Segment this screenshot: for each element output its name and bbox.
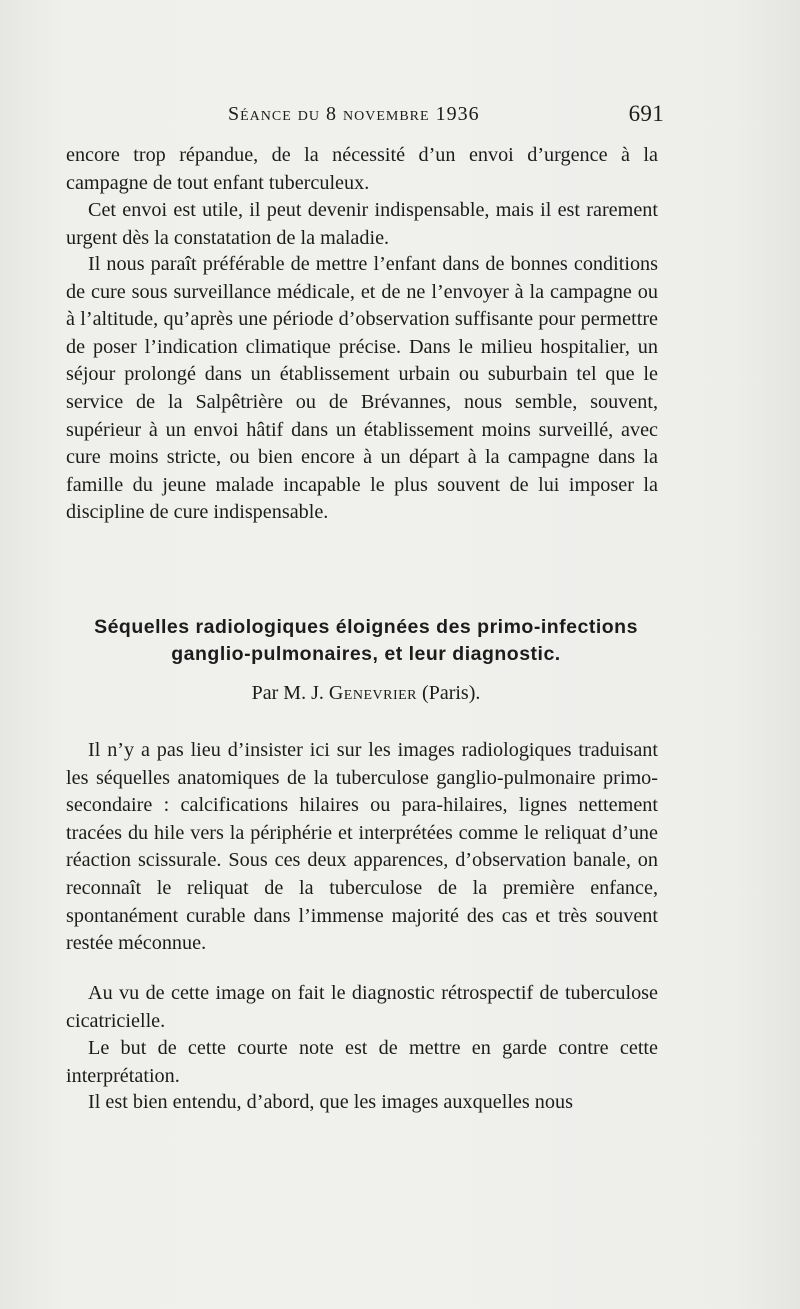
paragraph: Il nous paraît préférable de mettre l’enfant dans de bonnes conditions de cure sous surveillance médicale, et de ne l’envoyer à la campagne ou à l’altitude, qu’après une période d’observation suffisante pour permettre de poser l’indication climatique précise. Dans le milieu hospitalier, un séjour prolongé dans un établissement urbain ou suburbain tel que le service de la Salpêtrière ou de Brévannes, nous semble, souvent, supérieur à un envoi hâtif dans un établissement moins surveillé, avec cure moins stricte, ou bien encore à un départ à la campagne dans la famille du jeune malade incapable le plus souvent de lui imposer la discipline de cure indispensable.	[66, 253, 658, 524]
article-title: Séquelles radiologiques éloignées des primo-infections ganglio-pulmonaires, et leur diagnostic.	[94, 616, 638, 665]
paragraph: encore trop répandue, de la nécessité d’un envoi d’urgence à la campagne de tout enfant tuberculeux.	[66, 144, 658, 194]
page-number: 691	[628, 101, 664, 126]
article-byline	[66, 682, 666, 705]
author-city: (Paris).	[422, 682, 481, 704]
byline-prefix: Par M. J.	[251, 682, 324, 704]
paragraph: Il n’y a pas lieu d’insister ici sur les images radiologiques traduisant les séquelles anatomiques de la tuberculose ganglio-pulmonaire primo-secondaire : calcifications hilaires ou para-hilaires, lignes nettement tracées du hile vers la périphérie et interprétées comme le reliquat d’une réaction scissurale. Sous ces deux apparences, d’observation banale, on reconnaît le reliquat de la tuberculose de la première enfance, spontanément curable dans l’immense majorité des cas et très souvent restée méconnue.	[66, 739, 658, 955]
paragraph: Cet envoi est utile, il peut devenir indispensable, mais il est rarement urgent dès la constatation de la maladie.	[66, 199, 658, 249]
running-header	[228, 101, 668, 133]
paragraph: Le but de cette courte note est de mettre en garde contre cette interprétation.	[66, 1037, 658, 1087]
paragraph: Au vu de cette image on fait le diagnostic rétrospectif de tuberculose cicatricielle.	[66, 982, 658, 1032]
paragraph: Il est bien entendu, d’abord, que les images auxquelles nous	[88, 1091, 573, 1113]
author-name: Genevrier	[328, 682, 418, 704]
running-title: Séance du 8 novembre 1936	[228, 103, 480, 125]
